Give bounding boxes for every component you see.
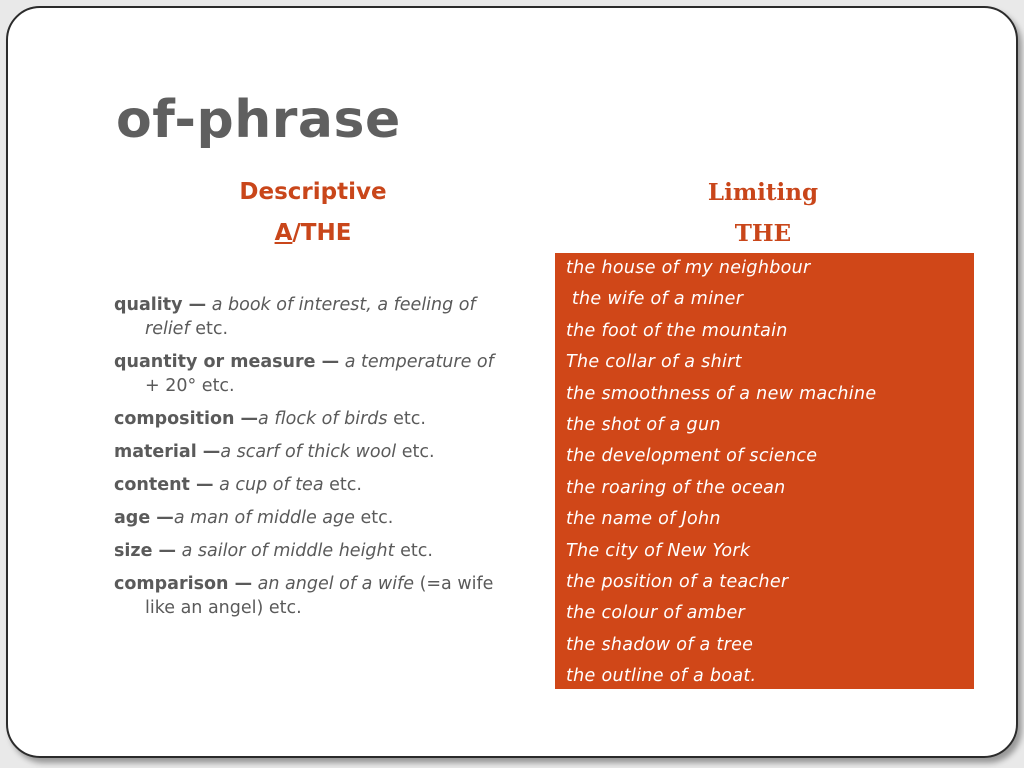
item-term: material — bbox=[114, 442, 221, 462]
item-example: a temperature of bbox=[344, 352, 494, 372]
article-rest: /THE bbox=[292, 220, 352, 246]
descriptive-item bbox=[114, 350, 514, 398]
item-term: composition — bbox=[114, 409, 259, 429]
limiting-item: the roaring of the ocean bbox=[566, 477, 786, 498]
item-suffix: etc. bbox=[329, 475, 362, 495]
slide bbox=[6, 6, 1018, 758]
descriptive-item bbox=[114, 572, 514, 620]
limiting-item: the foot of the mountain bbox=[566, 320, 788, 341]
limiting-item: the house of my neighbour bbox=[566, 258, 811, 278]
limiting-item: the development of science bbox=[566, 446, 818, 467]
item-term: comparison — bbox=[114, 574, 253, 594]
item-suffix: etc. bbox=[360, 508, 394, 528]
limiting-item: the name of John bbox=[566, 509, 721, 530]
item-example: a scarf of thick wool bbox=[220, 442, 397, 462]
descriptive-item bbox=[114, 539, 514, 563]
descriptive-item bbox=[114, 407, 514, 431]
descriptive-item bbox=[114, 473, 514, 497]
limiting-item: The collar of a shirt bbox=[566, 352, 742, 373]
item-term: quantity or measure — bbox=[114, 352, 340, 372]
descriptive-heading: Descriptive bbox=[239, 179, 387, 205]
item-term: content — bbox=[114, 475, 214, 495]
limiting-list bbox=[555, 253, 974, 692]
item-example: a book of interest, a feeling of relief bbox=[145, 295, 476, 339]
item-example: an angel of a wife bbox=[257, 574, 414, 594]
item-term: size — bbox=[114, 541, 177, 561]
item-term: quality — bbox=[114, 295, 207, 315]
article-a-underlined: A bbox=[274, 220, 293, 246]
limiting-item: the outline of a boat. bbox=[566, 666, 757, 687]
item-suffix: etc. bbox=[400, 541, 433, 561]
limiting-item: the shadow of a tree bbox=[566, 634, 754, 655]
descriptive-item bbox=[114, 293, 514, 341]
limiting-heading: Limiting bbox=[707, 179, 819, 206]
descriptive-item bbox=[114, 440, 514, 464]
item-example: a sailor of middle height bbox=[181, 541, 395, 561]
item-suffix: etc. bbox=[401, 442, 435, 462]
limiting-item: the smoothness of a new machine bbox=[566, 383, 877, 404]
limiting-item: the shot of a gun bbox=[566, 414, 721, 435]
item-suffix: + 20° etc. bbox=[145, 376, 235, 396]
descriptive-header bbox=[213, 172, 413, 254]
descriptive-item bbox=[114, 506, 514, 530]
limiting-examples-box bbox=[555, 253, 974, 689]
descriptive-list bbox=[114, 293, 514, 629]
descriptive-article bbox=[213, 213, 413, 254]
item-example: a cup of tea bbox=[219, 475, 324, 495]
item-example: a man of middle age bbox=[173, 508, 355, 528]
limiting-header bbox=[663, 172, 863, 254]
limiting-item: The city of New York bbox=[566, 540, 751, 561]
item-suffix: (=a wife like an angel) etc. bbox=[145, 574, 494, 618]
limiting-item: the position of a teacher bbox=[566, 571, 789, 592]
item-term: age — bbox=[114, 508, 174, 528]
slide-title: of-phrase bbox=[116, 90, 401, 150]
item-suffix: etc. bbox=[195, 319, 229, 339]
item-example: a flock of birds bbox=[258, 409, 388, 429]
limiting-item: the wife of a miner bbox=[566, 289, 744, 310]
item-suffix: etc. bbox=[393, 409, 426, 429]
limiting-item: the colour of amber bbox=[566, 603, 745, 624]
limiting-article: THE bbox=[734, 220, 792, 247]
